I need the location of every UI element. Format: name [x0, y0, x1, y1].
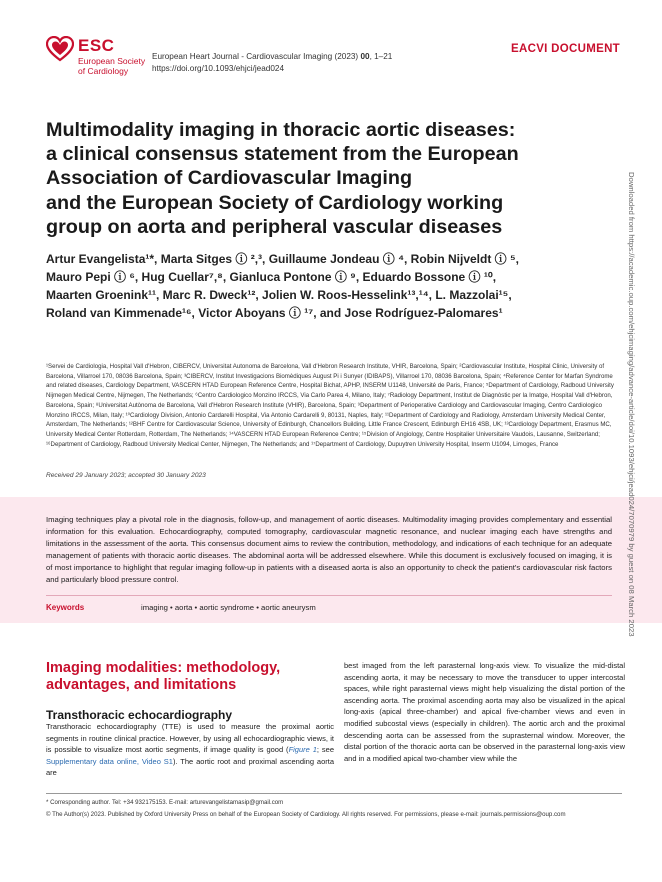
- subsection-heading: Transthoracic echocardiography: [46, 708, 233, 722]
- author-line: Roland van Kimmenade¹⁶, Victor Aboyans ⓘ ¹⁷, and Jose Rodríguez-Palomares¹: [46, 306, 503, 320]
- author-list: [46, 250, 626, 322]
- keyword-item: aortic syndrome: [199, 603, 255, 612]
- author-line: Mauro Pepi ⓘ ⁶, Hug Cuellar⁷,⁸, Gianluca Pontone ⓘ ⁹, Eduardo Bossone ⓘ ¹⁰,: [46, 270, 497, 284]
- download-watermark: [617, 172, 639, 832]
- keyword-item: imaging: [141, 603, 168, 612]
- author-line: Maarten Groenink¹¹, Marc R. Dweck¹², Jolien W. Roos-Hesselink¹³,¹⁴, L. Mazzolai¹⁵,: [46, 288, 512, 302]
- title-line: group on aorta and peripheral vascular diseases: [46, 215, 503, 238]
- keywords-label: Keywords: [46, 603, 85, 612]
- copyright: © The Author(s) 2023. Published by Oxford University Press on behalf of the European Society of Cardiology. All rights reserved. For permissions, please e-mail: journals.permissions@oup.com: [46, 811, 566, 818]
- body-column-right: best imaged from the left parasternal long-axis view. To visualize the mid-distal ascending aorta, it may be necessary to move the transducer to upper intercostal spaces, while right parasternal views might help visualizing the distal portion of the ascending aorta. The proximal ascending aorta may also be visualized in the apical long-axis (apical three-chamber) and apical five-chamber views and even in modified subcostal views (especially in children). The aortic arch and the proximal descending aorta can be assessed from the suprasternal window. Moreover, the distal portion of the thoracic aorta can be observed in the parasternal long-axis view and in a modified apical two-chamber view while the: [344, 661, 625, 763]
- corresponding-author: * Corresponding author. Tel: +34 932175153. E-mail: arturevangelistamasip@gmail.com: [46, 799, 284, 806]
- author-line: Artur Evangelista¹*, Marta Sitges ⓘ ²,³, Guillaume Jondeau ⓘ ⁴, Robin Nijveldt ⓘ ⁵,: [46, 252, 519, 266]
- body-text: ; see: [316, 745, 334, 755]
- download-note: Downloaded from https://academic.oup.com/ehjcimaging/advance-article/doi/10.1093/ehjci/jead024/7070979 by guest on 08 March 2023: [627, 172, 636, 637]
- title-line: Multimodality imaging in thoracic aortic diseases:: [46, 119, 516, 141]
- journal-volume: 00: [360, 52, 370, 61]
- title-line: a clinical consensus statement from the European: [46, 143, 519, 166]
- body-column-left: [46, 721, 334, 779]
- title-line: and the European Society of Cardiology working: [46, 191, 504, 214]
- logo-subtitle: European Society of Cardiology: [78, 56, 146, 76]
- title-line: Association of Cardiovascular Imaging: [46, 167, 413, 190]
- keywords-divider: [46, 595, 612, 596]
- keyword-separator: •: [254, 603, 262, 612]
- keywords-list: [141, 603, 316, 612]
- document-type-label: EACVI DOCUMENT: [511, 43, 620, 55]
- abstract-text: Imaging techniques play a pivotal role in the diagnosis, follow-up, and management of aortic diseases. Multimodality imaging provides complementary and essential information for this evaluation. Echocardiography, computed tomography, cardiovascular magnetic resonance, and nuclear imaging each have strengths and limitations in the assessment of the aorta. This consensus document aims to review the contribution, methodology, and indications of each technique for an adequate management of patients with thoracic aortic diseases. The abdominal aorta will be addressed elsewhere. While this document is exclusively focused on imaging, it is of most importance to highlight that regular imaging follow-up in patients with a diseased aorta is also an opportunity to check the patient's cardiovascular risk factors and particularly blood pressure control.: [46, 515, 612, 585]
- body-text: ). The aortic root and proximal ascending aorta are: [46, 756, 334, 778]
- article-title: [46, 118, 636, 239]
- journal-citation: [152, 51, 392, 75]
- journal-name: European Heart Journal - Cardiovascular Imaging (2023): [152, 52, 359, 61]
- journal-pages: , 1–21: [369, 52, 393, 61]
- body-text: Transthoracic echocardiography (TTE) is used to measure the proximal aortic segments in routine clinical practice. However, by using all echocardiographic views, it is possible to visualize most aortic segments, if image quality is good (: [46, 722, 334, 755]
- logo-text: ESC: [78, 36, 115, 55]
- keyword-item: aortic aneurysm: [261, 603, 316, 612]
- keyword-item: aorta: [174, 603, 193, 612]
- received-dates: Received 29 January 2023; accepted 30 January 2023: [46, 472, 206, 479]
- heart-logo-icon: [46, 36, 74, 62]
- keyword-separator: •: [192, 603, 200, 612]
- keyword-separator: •: [167, 603, 175, 612]
- supplementary-link[interactable]: Supplementary data online, Video S1: [46, 756, 173, 766]
- doi-link[interactable]: https://doi.org/10.1093/ehjci/jead024: [152, 64, 285, 73]
- affiliations: ¹Servei de Cardiologia, Hospital Vall d'Hebron, CIBERCV, Universitat Autonoma de Barcelona, Vall d'Hebron Research Institute, VHIR, Barcelona, Spain; ²Cardiovascular Institute, Hospital Clinic, University of Barcelona, Villarroel 170, 08036 Barcelona, Spain; ³CIBERCV, Institut Investigacions Biomèdiques August Pi i Sunyer (IDIBAPS), Villarroel 170, 08036 Barcelona, Spain; ⁴Reference Center for Marfan Syndrome and related diseases, Cardiology Department, VASCERN HTAD European Reference Centre, Hospital Bichat, APHP, INSERM U1148, Université de Paris, France; ⁵Department of Cardiology, Radboud University Nijmegen Medical Centre, Nijmegen, The Netherlands; ⁶Centro Cardiologico Monzino IRCCS, Via Carlo Parea 4, Milano, Italy; ⁷Radiology Department, Institut de Diagnòstic per la Imatge, Hospital Vall d'Hebron, Barcelona, Spain; ⁸Universitat Autònoma de Barcelona, Vall d'Hebron Research Institute (VHIR), Barcelona, Spain; ⁹Department of Perioperative Cardiology and Cardiovascular Imaging, Centro Cardiologico Monzino IRCCS, Milan, Italy; ¹⁰Cardiology Division, Antonio Cardarelli Hospital, Via Antonio Cardarelli 9, 80131, Naples, Italy; ¹¹Department of Cardiology and Radiology, Amsterdam University Medical Center, Amsterdam, The Netherlands; ¹²BHF Centre for Cardiovascular Science, University of Edinburgh, Chancellors Building, Little France Crescent, Edinburgh EH16 4SB, UK; ¹³Cardiology Department, Erasmus MC, University Medical Center Rotterdam, Rotterdam, The Netherlands; ¹⁴VASCERN HTAD European Reference Centre; ¹⁵Division of Angiology, Centre Hospitalier Universitaire Vaudois, Lausanne, Switzerland; ¹⁶Department of Cardiology, Radboud University Medical Center, Nijmegen, The Netherlands; and ¹⁷Department of Cardiology, Dupuytren University Hospital, Inserm U1094, Limoges, France: [46, 363, 614, 448]
- footnote-divider: [46, 793, 622, 794]
- figure-link[interactable]: Figure 1: [288, 745, 317, 755]
- section-heading: Imaging modalities: methodology, advantages, and limitations: [46, 660, 281, 693]
